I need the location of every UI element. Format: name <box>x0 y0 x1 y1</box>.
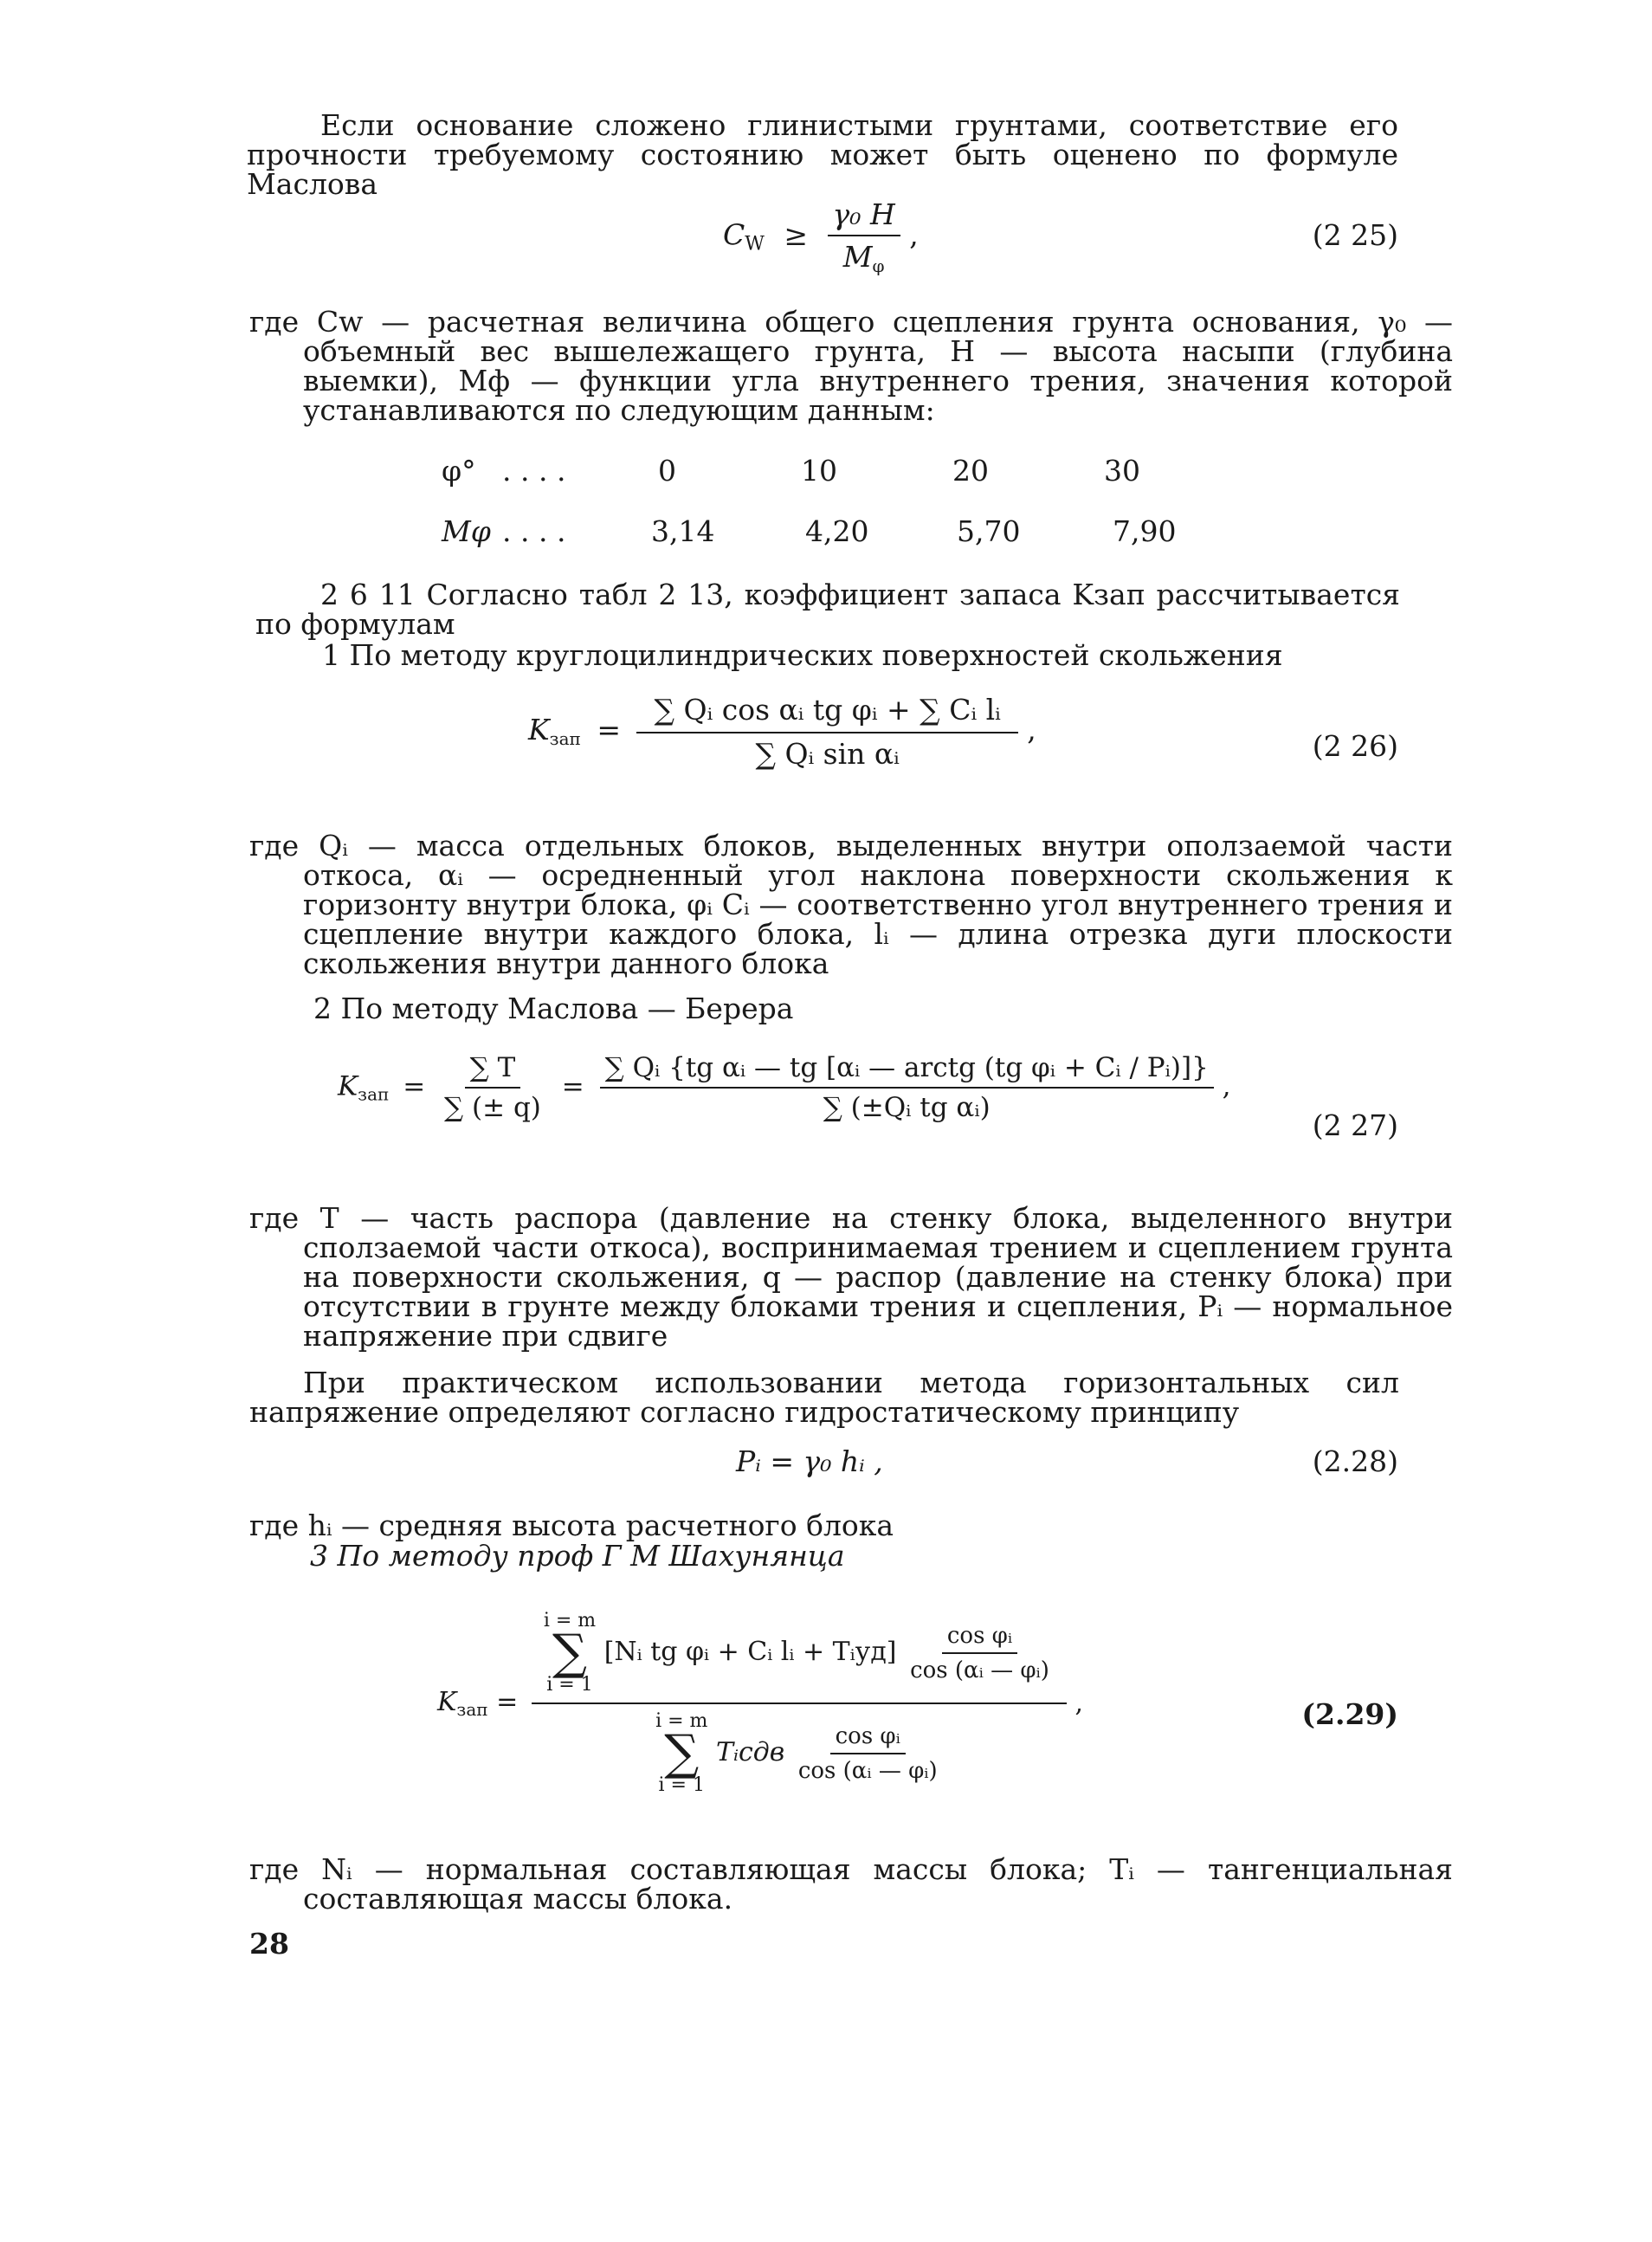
paragraph-method-1: 1 По методу круглоцилиндрических поверхностей скольжения <box>322 638 1283 672</box>
page-number: 28 <box>249 1927 289 1961</box>
paragraph-method-2: 2 По методу Маслова — Берера <box>313 992 794 1025</box>
row-phi-dots: . . . . <box>502 454 566 488</box>
paragraph-method-3: 3 По методу проф Г М Шахунянца <box>310 1539 845 1573</box>
paragraph-cw-definition: где Cw — расчетная величина общего сцепления грунта основания, γ₀ — объемный вес вышележащего грунта, H — высота насыпи (глубина выемки), Mф — функции угла внутреннего трения, значения которой устанавливаются по следующим данным: <box>249 305 1453 427</box>
row-phi-label: φ° <box>442 454 476 488</box>
row-m-dots: . . . . <box>502 514 566 548</box>
equation-label-2-28: (2.28) <box>1312 1444 1398 1478</box>
m-30: 7,90 <box>1113 514 1177 548</box>
equation-label-2-26: (2 26) <box>1312 729 1398 763</box>
equation-label-2-25: (2 25) <box>1312 218 1398 252</box>
phi-0: 0 <box>658 454 676 488</box>
equation-2-29: $K_{зап}$ = i = m ∑ i = 1 [Nᵢ tg φᵢ + Cᵢ lᵢ + Tᵢуд] $\frac{\text{cos φᵢ}}{\text{cos (αᵢ — φᵢ)}}$ i = m ∑ i = 1 Tᵢсдв $\frac{\text{cos φᵢ}}{\text{cos (αᵢ — φᵢ)}}$ , <box>437 1610 1084 1796</box>
equation-2-28: Pᵢ = γ₀ hᵢ , <box>736 1444 883 1478</box>
phi-20: 20 <box>952 454 989 488</box>
phi-30: 30 <box>1104 454 1140 488</box>
equation-2-26: Kзап = $\frac{\text{∑ Qᵢ cos αᵢ tg φᵢ + ∑ Cᵢ lᵢ}}{\text{∑ Qᵢ sin αᵢ}}$ , <box>528 693 1036 771</box>
paragraph-2-6-11: 2 6 11 Согласно табл 2 13, коэффициент запаса Kзап рассчитывается по формулам <box>255 578 1400 641</box>
equation-2-25: CW ≥ $\frac{\text{γ₀ H}}{M\varphi}$ , <box>723 197 919 276</box>
paragraph-horizontal-forces: При практическом использовании метода горизонтальных сил напряжение определяют согласно гидростатическому принципу <box>249 1366 1399 1429</box>
paragraph-qi-definition: где Qᵢ — масса отдельных блоков, выделенных внутри оползаемой части откоса, αᵢ — осредненный угол наклона поверхности скольжения к горизонту внутри блока, φᵢ Cᵢ — соответственно угол внутреннего трения и сцепление внутри каждого блока, lᵢ — длина отрезка дуги плоскости скольжения внутри данного блока <box>249 829 1453 980</box>
equation-2-27: Kзап = $\frac{\sum T}{\sum (\pm q)}$ = $\frac{\text{∑ Qᵢ \{tg αᵢ — tg [αᵢ — arctg (tg φᵢ + Cᵢ / Pᵢ)]\}}}{\text{∑ (±Qᵢ tg αᵢ)}}$ , <box>338 1052 1231 1123</box>
m-0: 3,14 <box>651 514 715 548</box>
paragraph-hi-definition: где hᵢ — средняя высота расчетного блока <box>249 1509 894 1542</box>
paragraph-ni-definition: где Nᵢ — нормальная составляющая массы блока; Tᵢ — тангенциальная составляющая массы блока. <box>249 1852 1453 1916</box>
phi-10: 10 <box>801 454 837 488</box>
equation-label-2-29: (2.29) <box>1301 1697 1398 1731</box>
m-20: 5,70 <box>957 514 1021 548</box>
m-10: 4,20 <box>805 514 869 548</box>
paragraph-intro: Если основание сложено глинистыми грунтами, соответствие его прочности требуемому состоянию может быть оценено по формуле Маслова <box>247 108 1398 201</box>
paragraph-t-definition: где T — часть распора (давление на стенку блока, выделенного внутри сползаемой части откоса), воспринимаемая трением и сцеплением грунта на поверхности скольжения, q — распор (давление на стенку блока) при отсутствии в грунте между блоками трения и сцепления, Pᵢ — нормальное напряжение при сдвиге <box>249 1201 1453 1353</box>
equation-label-2-27: (2 27) <box>1312 1108 1398 1142</box>
row-m-label: Mφ <box>442 514 491 548</box>
